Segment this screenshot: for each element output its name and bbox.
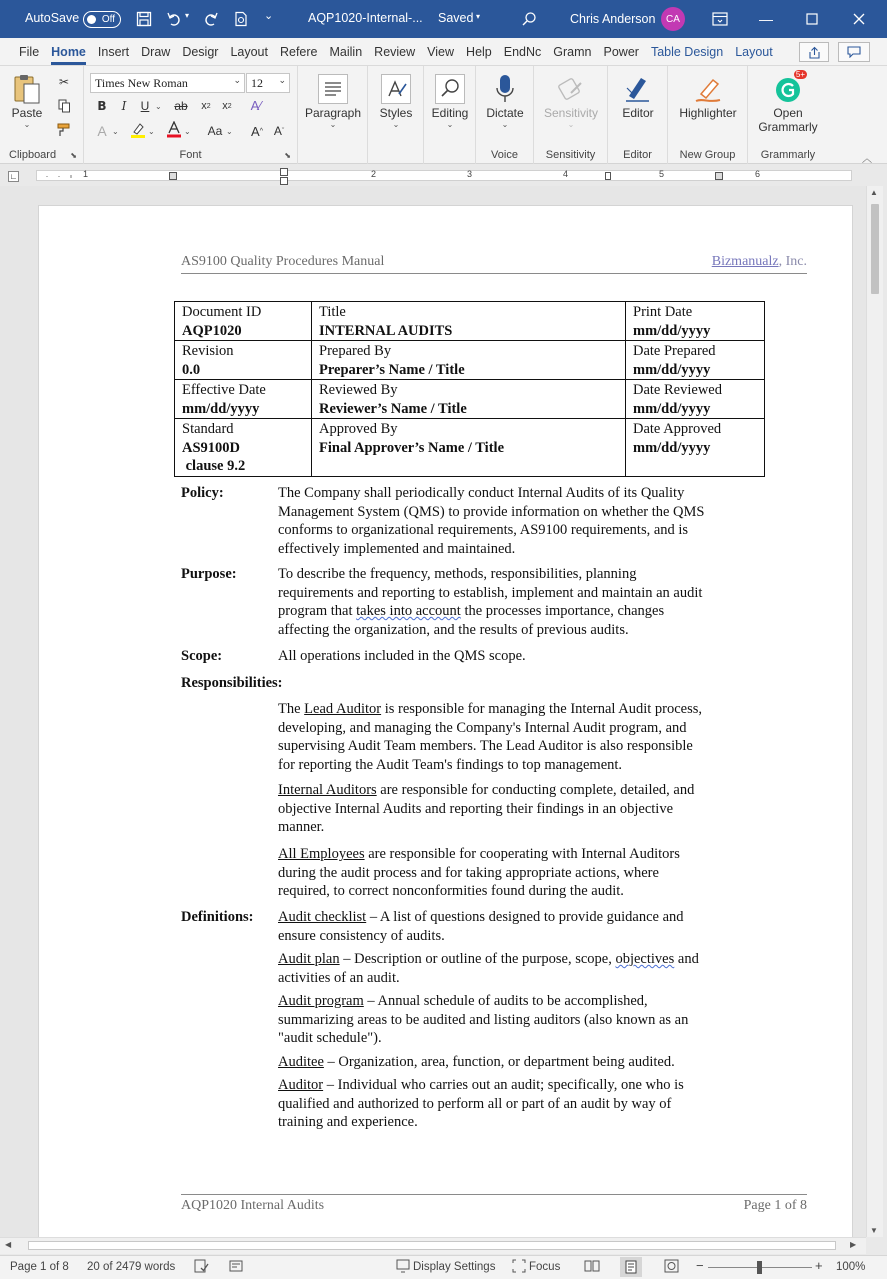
definition-item bbox=[278, 1076, 758, 1132]
autosave-label: AutoSave bbox=[25, 11, 80, 25]
table-cell[interactable] bbox=[312, 302, 626, 341]
redo-icon[interactable] bbox=[198, 6, 224, 32]
text-line bbox=[278, 992, 758, 1011]
user-name[interactable]: Chris Anderson bbox=[570, 12, 656, 26]
zoom-in-button[interactable]: + bbox=[815, 1258, 823, 1273]
section-label: Definitions: bbox=[181, 909, 254, 925]
text-line: To describe the frequency, methods, responsibilities, planning bbox=[278, 566, 637, 582]
font-name-select[interactable] bbox=[90, 73, 245, 93]
definition-item bbox=[278, 992, 758, 1048]
scrollbar-thumb[interactable] bbox=[28, 1241, 836, 1250]
text-line: for reporting the Audit Team's findings to top management. bbox=[278, 756, 623, 773]
table-row bbox=[175, 419, 765, 477]
table-cell[interactable] bbox=[626, 341, 765, 380]
cell-label: Approved By bbox=[319, 421, 398, 437]
cell-value: Final Approver’s Name / Title bbox=[319, 439, 505, 456]
ruler-number: 2 bbox=[371, 169, 377, 179]
microphone-icon bbox=[488, 72, 522, 106]
table-cell[interactable] bbox=[312, 341, 626, 380]
voice-group bbox=[476, 66, 534, 164]
proofing-icon[interactable] bbox=[194, 1259, 209, 1276]
header-right-text bbox=[712, 254, 807, 270]
definition-item bbox=[278, 908, 758, 945]
superscript-icon[interactable]: x 2 bbox=[222, 100, 232, 112]
display-settings-button[interactable]: Display Settings bbox=[413, 1261, 496, 1273]
tab-draw[interactable]: Draw bbox=[141, 45, 171, 59]
cell-label: Revision bbox=[182, 343, 234, 359]
table-cell[interactable] bbox=[175, 419, 312, 477]
macro-recording-icon[interactable] bbox=[229, 1259, 243, 1276]
cell-value: mm/dd/yyyy bbox=[633, 400, 711, 417]
tab-power[interactable]: Power bbox=[603, 45, 639, 59]
search-icon[interactable] bbox=[516, 6, 542, 32]
text-run: the processes importance, changes bbox=[460, 603, 665, 620]
sensitivity-group-label: Sensitivity bbox=[545, 149, 596, 161]
status-bar bbox=[0, 1255, 887, 1279]
undo-dropdown-icon[interactable]: ▾ bbox=[185, 11, 190, 20]
table-row bbox=[175, 341, 765, 380]
text-line bbox=[278, 700, 758, 719]
editor-label: Editor bbox=[622, 106, 654, 120]
font-name-value: Times New Roman bbox=[95, 76, 188, 90]
scroll-right-icon[interactable]: ▶ bbox=[850, 1240, 857, 1249]
editing-icon bbox=[433, 72, 467, 106]
change-case-icon[interactable]: Aa bbox=[207, 124, 223, 138]
sensitivity-button[interactable] bbox=[539, 72, 603, 129]
word-count[interactable]: 20 of 2479 words bbox=[87, 1261, 176, 1273]
collapse-ribbon-icon[interactable]: ︿ bbox=[862, 154, 872, 165]
table-cell[interactable] bbox=[626, 380, 765, 419]
text-line: qualified and authorized to perform all or part of an audit by way of bbox=[278, 1095, 672, 1112]
close-icon[interactable] bbox=[846, 6, 872, 32]
underlined-term: Internal Auditors bbox=[278, 782, 377, 798]
text-line: ensure consistency of audits. bbox=[278, 927, 445, 944]
font-size-dropdown-icon: ⌄ bbox=[278, 76, 286, 86]
text-run: – Description or outline of the purpose, scope, bbox=[339, 951, 616, 967]
open-label: Open bbox=[773, 106, 803, 120]
section-label: Policy: bbox=[181, 485, 224, 501]
paste-button[interactable] bbox=[10, 72, 44, 129]
save-status[interactable]: Saved bbox=[438, 11, 474, 25]
focus-button[interactable]: Focus bbox=[529, 1261, 561, 1273]
print-layout-icon[interactable] bbox=[620, 1257, 642, 1277]
zoom-level[interactable]: 100% bbox=[836, 1261, 866, 1273]
comments-button[interactable] bbox=[838, 42, 870, 62]
horizontal-ruler[interactable] bbox=[0, 165, 887, 185]
cell-value: AQP1020 bbox=[182, 322, 242, 339]
underlined-term: Audit plan bbox=[278, 951, 340, 967]
table-cell[interactable] bbox=[312, 419, 626, 477]
cell-label: Date Reviewed bbox=[633, 382, 722, 398]
dictate-chevron-icon: ⌄ bbox=[501, 120, 509, 129]
text-line: "audit schedule"). bbox=[278, 1030, 382, 1047]
text-run: – A list of questions designed to provide guidance and bbox=[366, 909, 684, 925]
font-group bbox=[84, 66, 298, 164]
footer-left-text: AQP1020 Internal Audits bbox=[181, 1198, 325, 1213]
tab-endnote[interactable]: EndNc bbox=[503, 45, 542, 59]
text-line: requirements and reporting to establish, implement and maintain an audit bbox=[278, 584, 703, 601]
text-run: The bbox=[278, 701, 305, 717]
horizontal-scrollbar[interactable] bbox=[0, 1237, 866, 1254]
tab-table-design[interactable]: Table Design bbox=[650, 45, 724, 59]
share-button[interactable] bbox=[799, 42, 829, 62]
ruler-track[interactable] bbox=[36, 170, 852, 181]
tab-file[interactable]: File bbox=[19, 45, 40, 59]
text-line bbox=[278, 602, 758, 621]
vertical-scrollbar[interactable] bbox=[866, 186, 883, 1237]
voice-group-label: Voice bbox=[491, 149, 518, 161]
grammarly-badge: 5+ bbox=[795, 70, 805, 79]
cell-label: Effective Date bbox=[182, 382, 266, 398]
text-effects-icon[interactable]: A bbox=[97, 123, 107, 139]
highlighter-icon bbox=[691, 72, 725, 106]
underlined-term: Auditor bbox=[278, 1077, 324, 1093]
paste-chevron-icon: ⌄ bbox=[23, 120, 31, 129]
scroll-down-icon[interactable]: ▼ bbox=[870, 1226, 878, 1235]
editing-label: Editing bbox=[431, 106, 469, 120]
text-run: – Annual schedule of audits to be accomplished, bbox=[363, 993, 648, 1009]
cell-label: Date Approved bbox=[633, 421, 722, 437]
section-body: All operations included in the QMS scope. bbox=[278, 648, 526, 664]
text-line: The Company shall periodically conduct Internal Audits of its Quality bbox=[278, 485, 685, 501]
cell-value: mm/dd/yyyy bbox=[633, 361, 711, 378]
text-run: are responsible for cooperating with Internal Auditors bbox=[364, 846, 680, 862]
styles-label: Styles bbox=[379, 106, 413, 120]
format-painter-icon[interactable] bbox=[55, 121, 73, 139]
grammarly-label: Grammarly bbox=[758, 120, 818, 134]
cell-label: Date Prepared bbox=[633, 343, 716, 359]
ruler-number: 1 bbox=[83, 169, 89, 179]
text-line: activities of an audit. bbox=[278, 969, 400, 986]
editor-group bbox=[608, 66, 668, 164]
hanging-indent-marker[interactable] bbox=[280, 177, 288, 185]
highlight-icon[interactable] bbox=[129, 121, 147, 139]
indent-marker[interactable] bbox=[280, 168, 288, 176]
text-line bbox=[278, 1076, 758, 1095]
document-title[interactable]: AQP1020-Internal-... bbox=[308, 11, 423, 25]
grammarly-group-label: Grammarly bbox=[760, 149, 816, 161]
table-cell[interactable] bbox=[626, 419, 765, 477]
footer-page-number: Page 1 of 8 bbox=[743, 1198, 807, 1213]
underlined-term: Lead Auditor bbox=[304, 701, 382, 717]
save-icon[interactable] bbox=[131, 6, 157, 32]
editing-group bbox=[424, 66, 476, 164]
undo-icon[interactable] bbox=[161, 6, 190, 32]
new-group bbox=[668, 66, 748, 164]
editing-chevron-icon: ⌄ bbox=[446, 120, 454, 129]
tab-home[interactable]: Home bbox=[45, 45, 92, 65]
table-row bbox=[175, 302, 765, 341]
cell-value: Reviewer’s Name / Title bbox=[319, 400, 467, 417]
section-label: Responsibilities: bbox=[181, 675, 283, 691]
text-line: manner. bbox=[278, 819, 325, 836]
text-run: program that bbox=[278, 603, 357, 620]
font-color-icon[interactable] bbox=[165, 120, 183, 138]
editor-group-label: Editor bbox=[623, 149, 652, 161]
zoom-out-button[interactable]: − bbox=[696, 1258, 704, 1273]
dictate-label: Dictate bbox=[486, 106, 524, 120]
underlined-term: Auditee bbox=[278, 1054, 324, 1070]
sensitivity-label: Sensitivity bbox=[543, 106, 599, 120]
font-size-select[interactable] bbox=[246, 73, 290, 93]
table-cell[interactable] bbox=[626, 302, 765, 341]
maximize-icon[interactable] bbox=[799, 6, 825, 32]
cell-label: Reviewed By bbox=[319, 382, 398, 398]
font-group-label: Font bbox=[179, 149, 202, 161]
section-body bbox=[278, 781, 758, 837]
cell-value: mm/dd/yyyy bbox=[182, 400, 260, 417]
ruler-number: 4 bbox=[563, 169, 569, 179]
paragraph-chevron-icon: ⌄ bbox=[329, 120, 337, 129]
customize-toolbar-icon[interactable]: ⌄ bbox=[264, 10, 274, 22]
paragraph-group bbox=[298, 66, 368, 164]
read-mode-icon[interactable] bbox=[584, 1259, 600, 1276]
paste-label: Paste bbox=[11, 106, 43, 120]
paragraph-label: Paragraph bbox=[304, 106, 362, 120]
text-line bbox=[278, 908, 758, 927]
section-label: Purpose: bbox=[181, 566, 237, 582]
definition-item bbox=[278, 1053, 758, 1072]
sensitivity-group bbox=[534, 66, 608, 164]
text-run: – Individual who carries out an audit; specifically, one who is bbox=[323, 1077, 684, 1093]
column-marker[interactable] bbox=[715, 172, 723, 180]
document-info-table bbox=[174, 301, 765, 477]
cell-value: INTERNAL AUDITS bbox=[319, 322, 453, 339]
grammar-suggestion[interactable]: objectives bbox=[615, 951, 675, 967]
paste-icon bbox=[10, 72, 44, 106]
tab-review[interactable]: Review bbox=[374, 45, 416, 59]
highlight-chevron-icon[interactable]: ⌄ bbox=[148, 127, 155, 136]
text-line: objective Internal Audits and reporting their findings in an objective bbox=[278, 800, 674, 817]
clipboard-group bbox=[0, 66, 84, 164]
ruler-number: 6 bbox=[755, 169, 761, 179]
document-canvas[interactable] bbox=[0, 186, 866, 1237]
section-body bbox=[278, 700, 758, 774]
text-run: and bbox=[674, 951, 699, 967]
text-run: is responsible for managing the Internal Audit process, bbox=[381, 701, 703, 717]
font-color-chevron-icon[interactable]: ⌄ bbox=[184, 127, 191, 136]
tab-layout[interactable]: Layout bbox=[230, 45, 268, 59]
tab-help[interactable]: Help bbox=[466, 45, 492, 59]
tab-selector-icon[interactable]: ∟ bbox=[9, 172, 18, 181]
tab-references[interactable]: Refere bbox=[279, 45, 318, 59]
sensitivity-chevron-icon: ⌄ bbox=[567, 120, 575, 129]
underlined-term: Audit program bbox=[278, 993, 364, 1009]
web-layout-icon[interactable] bbox=[664, 1259, 679, 1276]
font-size-value: 12 bbox=[251, 76, 263, 90]
table-cell[interactable] bbox=[175, 380, 312, 419]
text-line: during the audit process and for taking appropriate actions, where bbox=[278, 864, 659, 881]
shrink-font-icon[interactable]: A ˇ bbox=[273, 124, 285, 138]
ruler-number: 3 bbox=[467, 169, 473, 179]
subscript-icon[interactable]: x 2 bbox=[201, 100, 211, 112]
underlined-term: All Employees bbox=[278, 846, 365, 862]
tab-grammarly[interactable]: Gramn bbox=[553, 45, 592, 59]
tab-table-layout[interactable]: Layout bbox=[735, 45, 773, 59]
font-launcher-icon[interactable]: ⬊ bbox=[284, 151, 291, 160]
text-line bbox=[278, 950, 758, 969]
cell-value: mm/dd/yyyy bbox=[633, 322, 711, 339]
text-line bbox=[278, 1053, 758, 1072]
editing-button[interactable] bbox=[429, 72, 471, 129]
cut-icon[interactable]: ✂ bbox=[58, 75, 70, 89]
ruler-number: 5 bbox=[659, 169, 665, 179]
text-line: conforms to organizational requirements, AS9100 requirements, and is bbox=[278, 522, 689, 539]
section-body bbox=[278, 845, 758, 901]
table-cell[interactable] bbox=[312, 380, 626, 419]
zoom-slider-thumb[interactable] bbox=[757, 1261, 762, 1274]
cell-label: Title bbox=[319, 304, 346, 320]
tab-design[interactable]: Desigr bbox=[182, 45, 219, 59]
autosave-state: Off bbox=[101, 14, 115, 25]
change-case-chevron-icon[interactable]: ⌄ bbox=[226, 127, 233, 136]
styles-button[interactable] bbox=[376, 72, 416, 129]
cell-value: clause 9.2 bbox=[182, 458, 246, 474]
scroll-up-icon[interactable]: ▲ bbox=[870, 188, 878, 197]
focus-icon[interactable] bbox=[512, 1259, 526, 1276]
cell-value: 0.0 bbox=[182, 361, 201, 378]
title-bar bbox=[0, 0, 887, 38]
grammar-suggestion[interactable]: takes into account bbox=[356, 603, 461, 620]
definition-item bbox=[278, 950, 758, 987]
grammarly-group bbox=[748, 66, 828, 164]
text-line bbox=[278, 781, 758, 800]
section-body bbox=[278, 565, 758, 639]
text-line: effectively implemented and maintained. bbox=[278, 540, 516, 557]
page-footer bbox=[181, 1194, 807, 1214]
text-line: training and experience. bbox=[278, 1114, 418, 1131]
autosave-toggle[interactable] bbox=[83, 11, 121, 28]
column-marker[interactable] bbox=[169, 172, 177, 180]
strikethrough-icon[interactable]: ab bbox=[174, 99, 188, 113]
copy-icon[interactable] bbox=[55, 97, 73, 115]
right-indent-marker[interactable] bbox=[605, 172, 611, 180]
bold-icon[interactable]: B bbox=[97, 99, 107, 113]
minimize-icon[interactable]: — bbox=[759, 11, 773, 27]
paragraph-button[interactable] bbox=[303, 72, 363, 129]
underline-chevron-icon[interactable]: ⌄ bbox=[155, 102, 162, 111]
editor-icon bbox=[621, 72, 655, 106]
styles-group bbox=[368, 66, 424, 164]
display-settings-icon[interactable] bbox=[396, 1259, 410, 1276]
new-group-label: New Group bbox=[679, 149, 736, 161]
ribbon-display-options-icon[interactable] bbox=[707, 6, 733, 32]
header-company-suffix: , Inc. bbox=[778, 254, 807, 269]
underline-icon[interactable]: U bbox=[140, 99, 150, 113]
paragraph-icon bbox=[316, 72, 350, 106]
section-body bbox=[278, 484, 758, 558]
grammarly-icon bbox=[771, 72, 805, 106]
ribbon-tabs bbox=[0, 38, 887, 66]
tab-mailings[interactable]: Mailin bbox=[329, 45, 363, 59]
text-line: required, to correct nonconformities found during the audit. bbox=[278, 883, 624, 900]
print-preview-icon[interactable] bbox=[228, 6, 254, 32]
table-cell[interactable] bbox=[175, 302, 312, 341]
open-grammarly-button[interactable] bbox=[754, 72, 822, 134]
text-line: Management System (QMS) to provide information on whether the QMS bbox=[278, 503, 705, 520]
highlighter-label: Highlighter bbox=[679, 106, 737, 120]
text-line: developing, and managing the Company's Internal Audit program, and bbox=[278, 719, 687, 736]
save-status-chevron-icon[interactable]: ▾ bbox=[476, 12, 481, 21]
styles-chevron-icon: ⌄ bbox=[392, 120, 400, 129]
tab-insert[interactable]: Insert bbox=[97, 45, 130, 59]
cell-label: Prepared By bbox=[319, 343, 392, 359]
font-name-dropdown-icon: ⌄ bbox=[233, 76, 241, 86]
scrollbar-thumb[interactable] bbox=[871, 204, 879, 294]
text-effects-chevron-icon[interactable]: ⌄ bbox=[112, 127, 119, 136]
cell-label: Print Date bbox=[633, 304, 693, 320]
cell-value: Preparer’s Name / Title bbox=[319, 361, 465, 378]
cell-label: Standard bbox=[182, 421, 234, 437]
table-cell[interactable] bbox=[175, 341, 312, 380]
grow-font-icon[interactable]: A ^ bbox=[251, 123, 263, 139]
text-line bbox=[278, 845, 758, 864]
cell-value: AS9100D bbox=[182, 439, 241, 456]
highlighter-button[interactable] bbox=[674, 72, 742, 120]
section-label: Scope: bbox=[181, 648, 223, 664]
page-header bbox=[181, 254, 807, 274]
text-run: – Organization, area, function, or department being audited. bbox=[323, 1054, 675, 1070]
ribbon bbox=[0, 66, 887, 164]
dictate-button[interactable] bbox=[484, 72, 526, 129]
text-line: summarizing areas to be audited and listing auditors (also known as an bbox=[278, 1011, 689, 1028]
header-left-text: AS9100 Quality Procedures Manual bbox=[181, 254, 385, 269]
styles-icon bbox=[379, 72, 413, 106]
tab-view[interactable]: View bbox=[427, 45, 455, 59]
clipboard-launcher-icon[interactable]: ⬊ bbox=[70, 151, 77, 160]
table-row bbox=[175, 380, 765, 419]
page-count[interactable]: Page 1 of 8 bbox=[10, 1261, 69, 1273]
italic-icon[interactable]: I bbox=[121, 99, 127, 113]
editor-button[interactable] bbox=[614, 72, 662, 120]
underlined-term: Audit checklist bbox=[278, 909, 367, 925]
avatar[interactable]: CA bbox=[661, 7, 685, 31]
scroll-left-icon[interactable]: ◀ bbox=[5, 1240, 12, 1249]
text-line: supervising Audit Team members. The Lead Auditor is also responsible bbox=[278, 738, 693, 755]
clipboard-group-label: Clipboard bbox=[9, 149, 57, 161]
document-page[interactable] bbox=[38, 205, 853, 1237]
sensitivity-icon bbox=[554, 72, 588, 106]
clear-formatting-icon[interactable]: A⁄ bbox=[250, 97, 262, 113]
cell-value: mm/dd/yyyy bbox=[633, 439, 711, 456]
header-company-link: Bizmanualz bbox=[711, 254, 779, 269]
text-line: affecting the organization, and the results of previous audits. bbox=[278, 621, 629, 638]
cell-label: Document ID bbox=[182, 304, 262, 320]
text-run: are responsible for conducting complete, detailed, and bbox=[376, 782, 695, 798]
